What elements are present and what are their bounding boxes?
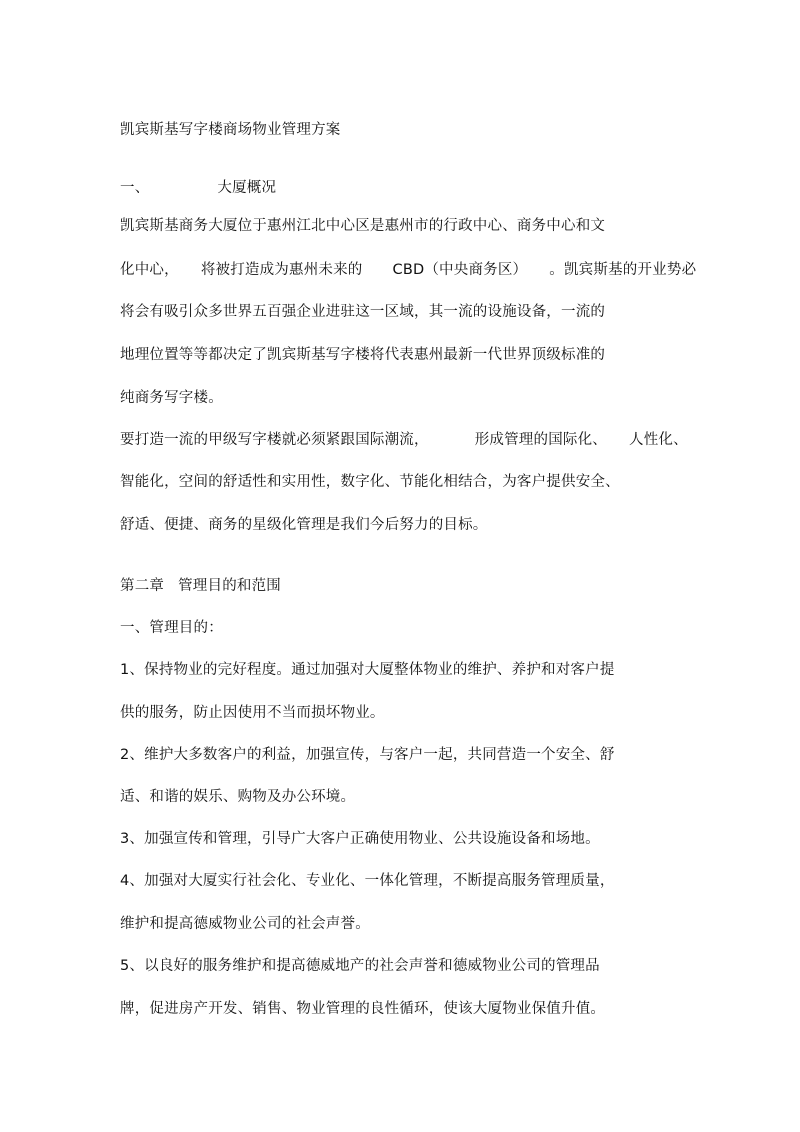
chapter-label: 第二章 xyxy=(120,578,165,594)
list-item-continuation: 供的服务，防止因使用不当而损坏物业。 xyxy=(120,705,385,721)
text-fragment: 形成管理的国际化、 xyxy=(474,432,608,448)
paragraph-line: 智能化，空间的舒适性和实用性，数字化、节能化相结合，为客户提供安全、 xyxy=(120,474,620,490)
list-item-continuation: 维护和提高德威物业公司的社会声誉。 xyxy=(120,916,370,932)
paragraph-line xyxy=(120,430,688,450)
text-fragment: CBD（中央商务区） xyxy=(392,262,528,278)
paragraph-line: 地理位置等等都决定了凯宾斯基写字楼将代表惠州最新一代世界顶级标准的 xyxy=(120,347,606,363)
list-item-continuation: 适、和谐的娱乐、购物及办公环境。 xyxy=(120,789,356,805)
section-number: 一、 xyxy=(120,180,150,196)
paragraph-line: 凯宾斯基商务大厦位于惠州江北中心区是惠州市的行政中心、商务中心和文 xyxy=(120,218,606,234)
paragraph-line: 纯商务写字楼。 xyxy=(120,390,223,406)
subsection-heading: 一、管理目的： xyxy=(120,620,223,636)
list-item-continuation: 牌，促进房产开发、销售、物业管理的良性循环，使该大厦物业保值升值。 xyxy=(120,1001,606,1017)
list-item: 3、加强宣传和管理，引导广大客户正确使用物业、公共设施设备和场地。 xyxy=(120,831,600,847)
list-item: 2、维护大多数客户的利益，加强宣传，与客户一起，共同营造一个安全、舒 xyxy=(120,747,615,763)
text-fragment: 要打造一流的甲级写字楼就必须紧跟国际潮流， xyxy=(120,432,429,448)
text-fragment: 化中心， xyxy=(120,262,179,278)
paragraph-line: 将会有吸引众多世界五百强企业进驻这一区域，其一流的设施设备，一流的 xyxy=(120,304,606,320)
paragraph-line: 舒适、便捷、商务的星级化管理是我们今后努力的目标。 xyxy=(120,517,488,533)
chapter-heading xyxy=(120,576,281,596)
list-item: 1、保持物业的完好程度。通过加强对大厦整体物业的维护、养护和对客户提 xyxy=(120,662,615,678)
list-item: 5、以良好的服务维护和提高德威地产的社会声誉和德威物业公司的管理品 xyxy=(120,958,600,974)
text-fragment: 将被打造成为惠州未来的 xyxy=(200,262,363,278)
section-title: 大厦概况 xyxy=(217,180,277,196)
text-fragment: 人性化、 xyxy=(629,432,688,448)
section-heading xyxy=(120,178,276,198)
list-item: 4、加强对大厦实行社会化、专业化、一体化管理，不断提高服务管理质量， xyxy=(120,873,615,889)
text-fragment: 。凯宾斯基的开业势必 xyxy=(549,262,697,278)
paragraph-line xyxy=(120,260,696,280)
document-title: 凯宾斯基写字楼商场物业管理方案 xyxy=(120,122,341,138)
chapter-title: 管理目的和范围 xyxy=(178,578,282,594)
